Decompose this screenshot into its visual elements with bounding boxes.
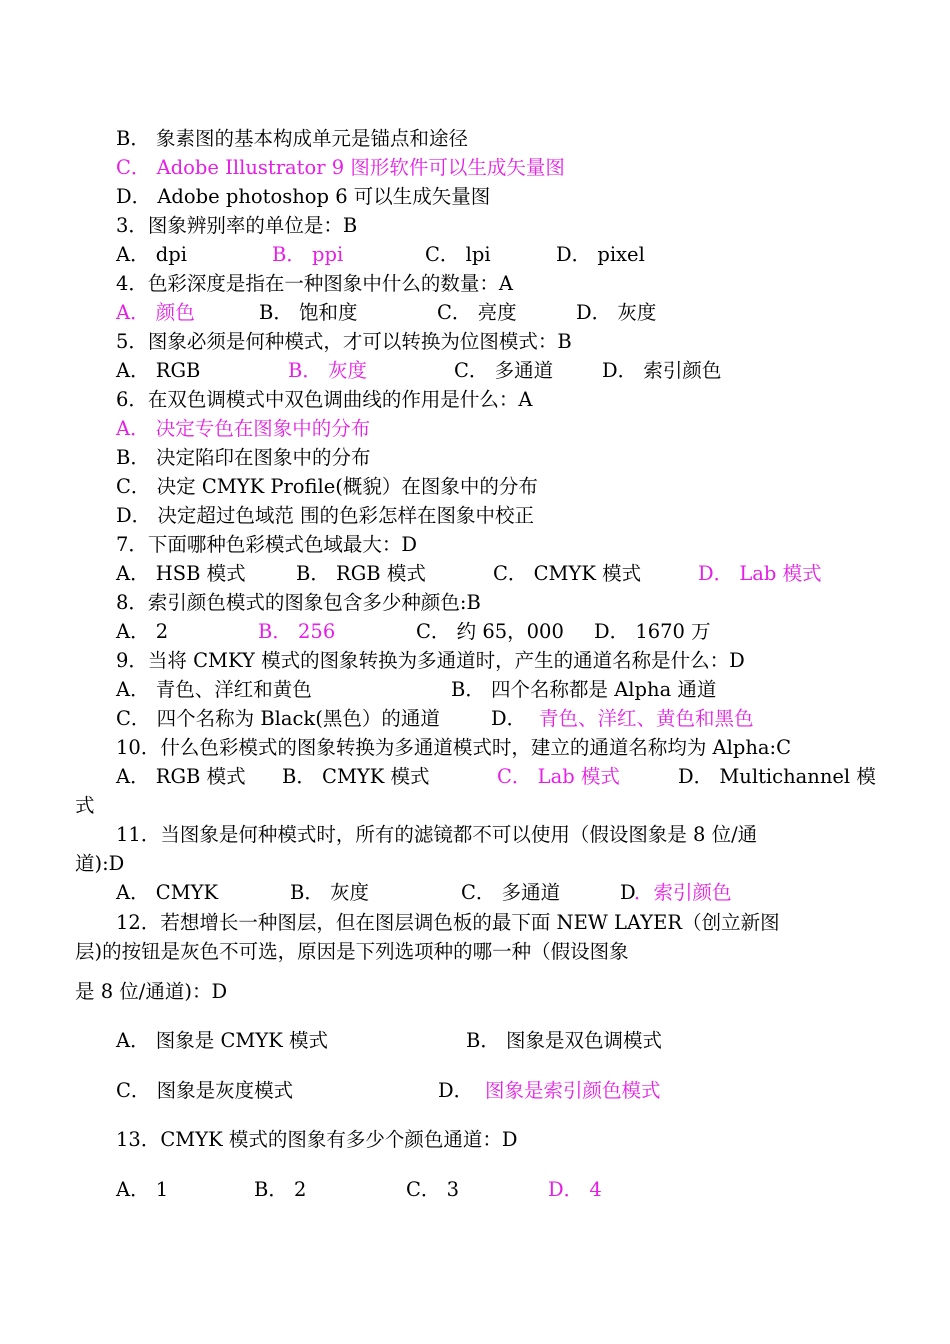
option-b: B． 四个名称都是 Alpha 通道 (451, 678, 717, 701)
option-d: D． 灰度 (576, 301, 657, 324)
option-line: D． Adobe photoshop 6 可以生成矢量图 (116, 185, 491, 208)
question-10: 10．什么色彩模式的图象转换为多通道模式时，建立的通道名称均为 Alpha:C (116, 736, 791, 759)
question-7: 7．下面哪种色彩模式色域最大：D (116, 533, 418, 556)
option-d-answer: 图象是索引颜色模式 (485, 1079, 661, 1102)
option-d-label: D． (491, 707, 527, 730)
question-3: 3．图象辨别率的单位是：B (116, 214, 358, 237)
option-c: C． 亮度 (437, 301, 517, 324)
question-4: 4．色彩深度是指在一种图象中什么的数量：A (116, 272, 513, 295)
option-a: A． RGB (116, 359, 201, 382)
option-c: C． 决定 CMYK Profile(概貌）在图象中的分布 (116, 475, 538, 498)
option-a: A． RGB 模式 (116, 765, 246, 788)
option-a: A． dpi (116, 243, 187, 266)
option-a: A． 2 (116, 620, 169, 643)
question-5: 5．图象必须是何种模式，才可以转换为位图模式：B (116, 330, 572, 353)
question-6: 6．在双色调模式中双色调曲线的作用是什么：A (116, 388, 533, 411)
question-12-continuation: 是 8 位/通道)：D (75, 980, 228, 1003)
option-c-answer: C． Lab 模式 (497, 765, 620, 788)
option-a: A． CMYK (116, 881, 219, 904)
option-c: C． 约 65，000 (416, 620, 564, 643)
option-c: C． CMYK 模式 (493, 562, 642, 585)
question-8: 8．索引颜色模式的图象包含多少种颜色:B (116, 591, 481, 614)
option-d-label: D (620, 881, 636, 904)
option-d-answer: D． Lab 模式 (698, 562, 822, 585)
question-9: 9．当将 CMKY 模式的图象转换为多通道时，产生的通道名称是什么：D (116, 649, 745, 672)
option-a: A． 图象是 CMYK 模式 (116, 1029, 329, 1052)
question-12: 12．若想增长一种图层，但在图层调色板的最下面 NEW LAYER（创立新图 (116, 911, 780, 934)
option-d-answer: D． 4 (548, 1178, 602, 1201)
option-line: B． 象素图的基本构成单元是锚点和途径 (116, 127, 469, 150)
option-a: A． HSB 模式 (116, 562, 246, 585)
option-b-answer: B． 灰度 (288, 359, 368, 382)
option-d: D． pixel (556, 243, 645, 266)
option-d-answer: ．索引颜色 (634, 881, 732, 904)
option-c: C． 3 (406, 1178, 460, 1201)
option-c: C． 多通道 (461, 881, 561, 904)
question-13: 13．CMYK 模式的图象有多少个颜色通道：D (116, 1128, 518, 1151)
option-d-answer: 青色、洋红、黄色和黑色 (539, 707, 754, 730)
option-d: D． 决定超过色域范 围的色彩怎样在图象中校正 (116, 504, 535, 527)
option-b: B． RGB 模式 (296, 562, 426, 585)
option-d-label: D． (438, 1079, 474, 1102)
option-c: C． 图象是灰度模式 (116, 1079, 294, 1102)
option-d: D． Multichannel 模 (678, 765, 876, 788)
option-b: B． 图象是双色调模式 (466, 1029, 663, 1052)
option-c: C． lpi (425, 243, 491, 266)
option-b: B． 饱和度 (259, 301, 358, 324)
option-c: C． 多通道 (454, 359, 554, 382)
option-c: C． 四个名称为 Black(黑色）的通道 (116, 707, 440, 730)
option-d-continuation: 式 (75, 794, 95, 817)
option-b-answer: B． ppi (272, 243, 344, 266)
option-b: B． 2 (254, 1178, 307, 1201)
question-11: 11．当图象是何种模式时，所有的滤镜都不可以使用（假设图象是 8 位/通 (116, 823, 758, 846)
question-11-continuation: 道):D (75, 852, 125, 875)
option-a-answer: A． 颜色 (116, 301, 195, 324)
option-a: A． 青色、洋红和黄色 (116, 678, 312, 701)
option-b: B． 灰度 (290, 881, 370, 904)
option-d: D． 索引颜色 (602, 359, 722, 382)
question-12-continuation: 层)的按钮是灰色不可选，原因是下列选项种的哪一种（假设图象 (75, 940, 629, 963)
option-b: B． CMYK 模式 (282, 765, 430, 788)
answer-option-line: C． Adobe Illustrator 9 图形软件可以生成矢量图 (116, 156, 565, 179)
option-b-answer: B． 256 (258, 620, 336, 643)
option-a: A． 1 (116, 1178, 169, 1201)
option-d: D． 1670 万 (594, 620, 711, 643)
option-a-answer: A． 决定专色在图象中的分布 (116, 417, 371, 440)
option-b: B． 决定陷印在图象中的分布 (116, 446, 371, 469)
